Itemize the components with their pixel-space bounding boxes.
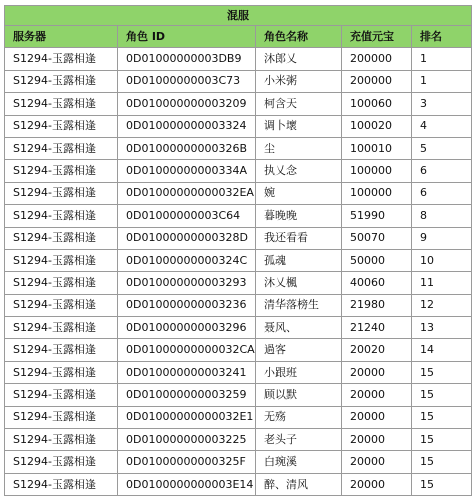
header-recharge-gold: 充值元宝 (342, 26, 412, 48)
cell-role-id: 0D010000000003293 (118, 272, 256, 294)
cell-recharge-gold: 21980 (342, 294, 412, 316)
cell-recharge-gold: 100020 (342, 115, 412, 137)
cell-recharge-gold: 100060 (342, 93, 412, 115)
cell-role-id: 0D01000000000324C (118, 249, 256, 271)
cell-rank: 1 (412, 48, 472, 70)
cell-rank: 11 (412, 272, 472, 294)
cell-role-name: 清华落榜生 (256, 294, 342, 316)
cell-role-id: 0D010000000003324 (118, 115, 256, 137)
cell-recharge-gold: 50000 (342, 249, 412, 271)
table-row (5, 205, 472, 227)
table-row (5, 317, 472, 339)
cell-server: S1294-玉露相逢 (5, 317, 118, 339)
cell-role-name: 沐郎乂 (256, 48, 342, 70)
table-title-row (5, 6, 472, 26)
cell-recharge-gold: 100000 (342, 160, 412, 182)
cell-server: S1294-玉露相逢 (5, 115, 118, 137)
cell-role-name: 无殇 (256, 406, 342, 428)
cell-role-id: 0D010000000003225 (118, 429, 256, 451)
cell-role-name: 小跟班 (256, 361, 342, 383)
cell-server: S1294-玉露相逢 (5, 451, 118, 473)
cell-recharge-gold: 100000 (342, 182, 412, 204)
cell-role-name: 過客 (256, 339, 342, 361)
header-rank: 排名 (412, 26, 472, 48)
cell-server: S1294-玉露相逢 (5, 272, 118, 294)
cell-server: S1294-玉露相逢 (5, 294, 118, 316)
cell-server: S1294-玉露相逢 (5, 406, 118, 428)
header-role-id: 角色 ID (118, 26, 256, 48)
cell-recharge-gold: 20000 (342, 451, 412, 473)
cell-role-name: 暮晚晚 (256, 205, 342, 227)
table-row (5, 227, 472, 249)
cell-rank: 15 (412, 361, 472, 383)
cell-role-id: 0D010000000003236 (118, 294, 256, 316)
cell-role-name: 柯含天 (256, 93, 342, 115)
cell-role-name: 小米粥 (256, 70, 342, 92)
cell-recharge-gold: 20000 (342, 406, 412, 428)
cell-role-name: 醉、清风 (256, 473, 342, 495)
table-row (5, 272, 472, 294)
cell-rank: 15 (412, 473, 472, 495)
cell-recharge-gold: 200000 (342, 70, 412, 92)
table-row (5, 339, 472, 361)
cell-recharge-gold: 20000 (342, 361, 412, 383)
table-row (5, 48, 472, 70)
cell-role-name: 沐乂楓 (256, 272, 342, 294)
cell-role-id: 0D01000000000032E1 (118, 406, 256, 428)
table-row (5, 384, 472, 406)
cell-recharge-gold: 51990 (342, 205, 412, 227)
ranking-table-container (4, 5, 472, 496)
cell-rank: 15 (412, 451, 472, 473)
table-row (5, 429, 472, 451)
table-row (5, 451, 472, 473)
cell-role-id: 0D01000000000325F (118, 451, 256, 473)
table-title: 混服 (5, 6, 472, 26)
cell-recharge-gold: 40060 (342, 272, 412, 294)
cell-rank: 3 (412, 93, 472, 115)
table-row (5, 473, 472, 495)
cell-rank: 5 (412, 137, 472, 159)
header-role-name: 角色名称 (256, 26, 342, 48)
cell-server: S1294-玉露相逢 (5, 205, 118, 227)
cell-server: S1294-玉露相逢 (5, 182, 118, 204)
cell-rank: 4 (412, 115, 472, 137)
cell-server: S1294-玉露相逢 (5, 473, 118, 495)
cell-role-name: 孤魂 (256, 249, 342, 271)
cell-rank: 9 (412, 227, 472, 249)
cell-role-name: 执乂念 (256, 160, 342, 182)
table-body (5, 48, 472, 496)
table-row (5, 93, 472, 115)
cell-role-id: 0D0100000000003E14 (118, 473, 256, 495)
cell-role-name: 顾以默 (256, 384, 342, 406)
cell-server: S1294-玉露相逢 (5, 249, 118, 271)
cell-role-id: 0D010000000003241 (118, 361, 256, 383)
cell-server: S1294-玉露相逢 (5, 93, 118, 115)
cell-rank: 14 (412, 339, 472, 361)
table-row (5, 115, 472, 137)
header-server: 服务器 (5, 26, 118, 48)
table-row (5, 249, 472, 271)
cell-recharge-gold: 200000 (342, 48, 412, 70)
cell-server: S1294-玉露相逢 (5, 339, 118, 361)
cell-role-id: 0D01000000000032CA (118, 339, 256, 361)
ranking-table (4, 5, 472, 496)
cell-rank: 1 (412, 70, 472, 92)
cell-role-id: 0D010000000003209 (118, 93, 256, 115)
cell-role-name: 老头子 (256, 429, 342, 451)
cell-role-id: 0D010000000003259 (118, 384, 256, 406)
cell-role-name: 调卜壞 (256, 115, 342, 137)
table-row (5, 182, 472, 204)
table-row (5, 361, 472, 383)
cell-recharge-gold: 100010 (342, 137, 412, 159)
cell-server: S1294-玉露相逢 (5, 429, 118, 451)
cell-server: S1294-玉露相逢 (5, 384, 118, 406)
cell-role-id: 0D01000000000326B (118, 137, 256, 159)
cell-server: S1294-玉露相逢 (5, 160, 118, 182)
table-row (5, 160, 472, 182)
cell-role-name: 聂风、 (256, 317, 342, 339)
cell-rank: 10 (412, 249, 472, 271)
cell-role-id: 0D01000000003C73 (118, 70, 256, 92)
cell-recharge-gold: 20020 (342, 339, 412, 361)
cell-rank: 6 (412, 182, 472, 204)
cell-rank: 15 (412, 406, 472, 428)
cell-role-id: 0D01000000000328D (118, 227, 256, 249)
cell-rank: 15 (412, 429, 472, 451)
cell-rank: 15 (412, 384, 472, 406)
cell-recharge-gold: 20000 (342, 429, 412, 451)
cell-rank: 6 (412, 160, 472, 182)
cell-rank: 12 (412, 294, 472, 316)
cell-role-id: 0D010000000003296 (118, 317, 256, 339)
cell-rank: 13 (412, 317, 472, 339)
cell-server: S1294-玉露相逢 (5, 227, 118, 249)
cell-server: S1294-玉露相逢 (5, 361, 118, 383)
table-row (5, 406, 472, 428)
cell-rank: 8 (412, 205, 472, 227)
cell-recharge-gold: 50070 (342, 227, 412, 249)
cell-role-name: 尘 (256, 137, 342, 159)
cell-server: S1294-玉露相逢 (5, 48, 118, 70)
cell-server: S1294-玉露相逢 (5, 70, 118, 92)
cell-role-name: 婉 (256, 182, 342, 204)
cell-recharge-gold: 21240 (342, 317, 412, 339)
table-row (5, 137, 472, 159)
cell-recharge-gold: 20000 (342, 384, 412, 406)
cell-role-name: 我还看看 (256, 227, 342, 249)
cell-recharge-gold: 20000 (342, 473, 412, 495)
cell-role-name: 白琬溪 (256, 451, 342, 473)
cell-role-id: 0D01000000003C64 (118, 205, 256, 227)
cell-role-id: 0D01000000000032EA (118, 182, 256, 204)
table-header-row (5, 26, 472, 48)
cell-role-id: 0D01000000000334A (118, 160, 256, 182)
table-row (5, 70, 472, 92)
cell-role-id: 0D01000000003DB9 (118, 48, 256, 70)
cell-server: S1294-玉露相逢 (5, 137, 118, 159)
table-row (5, 294, 472, 316)
